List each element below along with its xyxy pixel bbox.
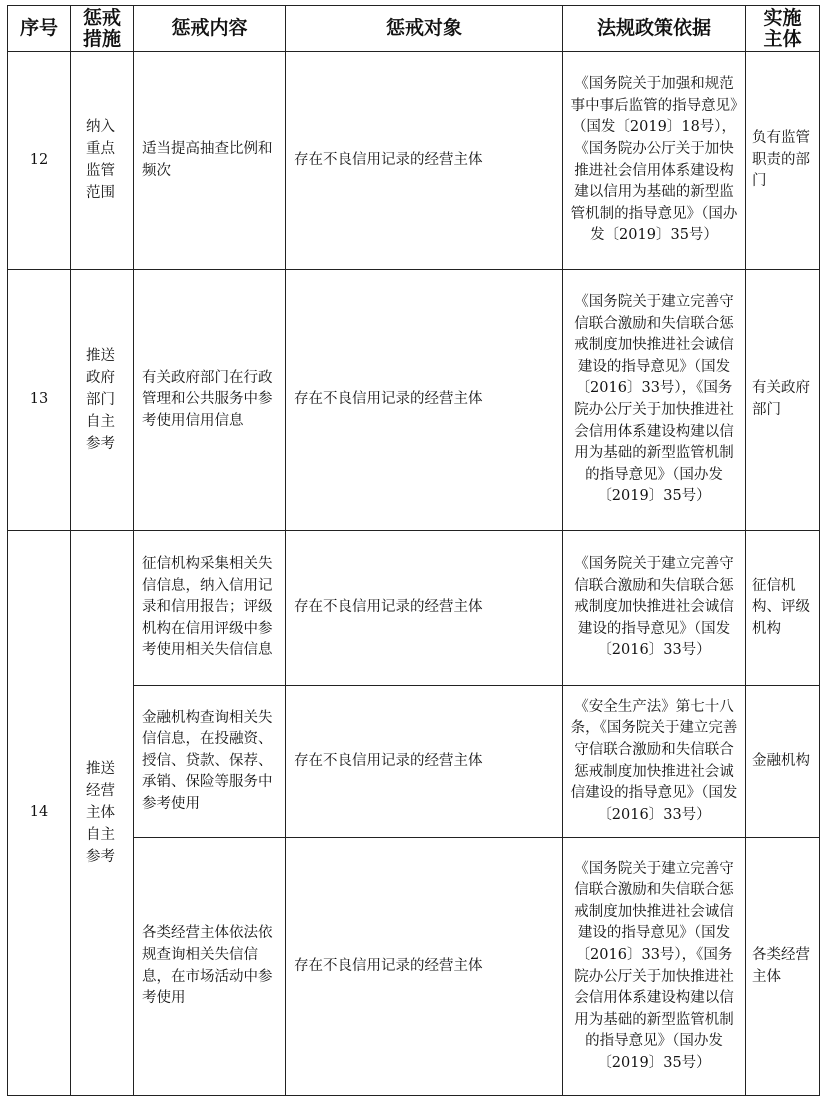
row-content: 征信机构采集相关失信信息，纳入信用记录和信用报告；评级机构在信用评级中参考使用相关失信信息	[134, 531, 286, 686]
row-basis: 《国务院关于建立完善守信联合激励和失信联合惩戒制度加快推进社会诚信建设的指导意见》（国发〔2016〕33号），《国务院办公厅关于加快推进社会信用体系建设构建以信用为基础的新型监管机制的指导意见》（国办发〔2019〕35号）	[563, 270, 746, 531]
row-object: 存在不良信用记录的经营主体	[286, 52, 563, 270]
row-subject: 金融机构	[746, 686, 820, 838]
row-measure: 推送政府部门自主参考	[86, 347, 115, 452]
row-content: 有关政府部门在行政管理和公共服务中参考使用信用信息	[134, 270, 286, 531]
row-measure: 推送经营主体自主参考	[86, 760, 115, 865]
header-content: 惩戒内容	[134, 6, 286, 52]
table-row	[8, 531, 820, 686]
row-measure: 纳入重点监管范围	[86, 119, 115, 202]
row-basis: 《国务院关于加强和规范事中事后监管的指导意见》（国发〔2019〕18号），《国务院办公厅关于加快推进社会信用体系建设构建以信用为基础的新型监管机制的指导意见》（国办发〔2019〕35号）	[563, 52, 746, 270]
row-content: 适当提高抽查比例和频次	[134, 52, 286, 270]
table-header-row	[8, 6, 820, 52]
header-seq: 序号	[8, 6, 71, 52]
row-object: 存在不良信用记录的经营主体	[286, 531, 563, 686]
row-object: 存在不良信用记录的经营主体	[286, 838, 563, 1096]
row-seq: 14	[8, 531, 71, 1096]
row-seq: 13	[8, 270, 71, 531]
row-object: 存在不良信用记录的经营主体	[286, 270, 563, 531]
punishment-measures-table	[7, 5, 820, 1096]
row-content: 各类经营主体依法依规查询相关失信信息，在市场活动中参考使用	[134, 838, 286, 1096]
row-seq: 12	[8, 52, 71, 270]
row-basis: 《国务院关于建立完善守信联合激励和失信联合惩戒制度加快推进社会诚信建设的指导意见》（国发〔2016〕33号），《国务院办公厅关于加快推进社会信用体系建设构建以信用为基础的新型监管机制的指导意见》（国办发〔2019〕35号）	[563, 838, 746, 1096]
row-subject: 各类经营主体	[746, 838, 820, 1096]
header-object: 惩戒对象	[286, 6, 563, 52]
row-basis: 《国务院关于建立完善守信联合激励和失信联合惩戒制度加快推进社会诚信建设的指导意见》（国发〔2016〕33号）	[563, 531, 746, 686]
row-content: 金融机构查询相关失信信息，在投融资、授信、贷款、保荐、承销、保险等服务中参考使用	[134, 686, 286, 838]
row-object: 存在不良信用记录的经营主体	[286, 686, 563, 838]
row-subject: 负有监管职责的部门	[746, 52, 820, 270]
row-basis: 《安全生产法》第七十八条，《国务院关于建立完善守信联合激励和失信联合惩戒制度加快推进社会诚信建设的指导意见》（国发〔2016〕33号）	[563, 686, 746, 838]
row-subject: 有关政府部门	[746, 270, 820, 531]
table-row	[8, 270, 820, 531]
table-row	[8, 52, 820, 270]
header-subject: 实施 主体	[746, 6, 820, 52]
header-measure: 惩戒 措施	[71, 6, 134, 52]
row-subject: 征信机构、评级机构	[746, 531, 820, 686]
header-basis: 法规政策依据	[563, 6, 746, 52]
